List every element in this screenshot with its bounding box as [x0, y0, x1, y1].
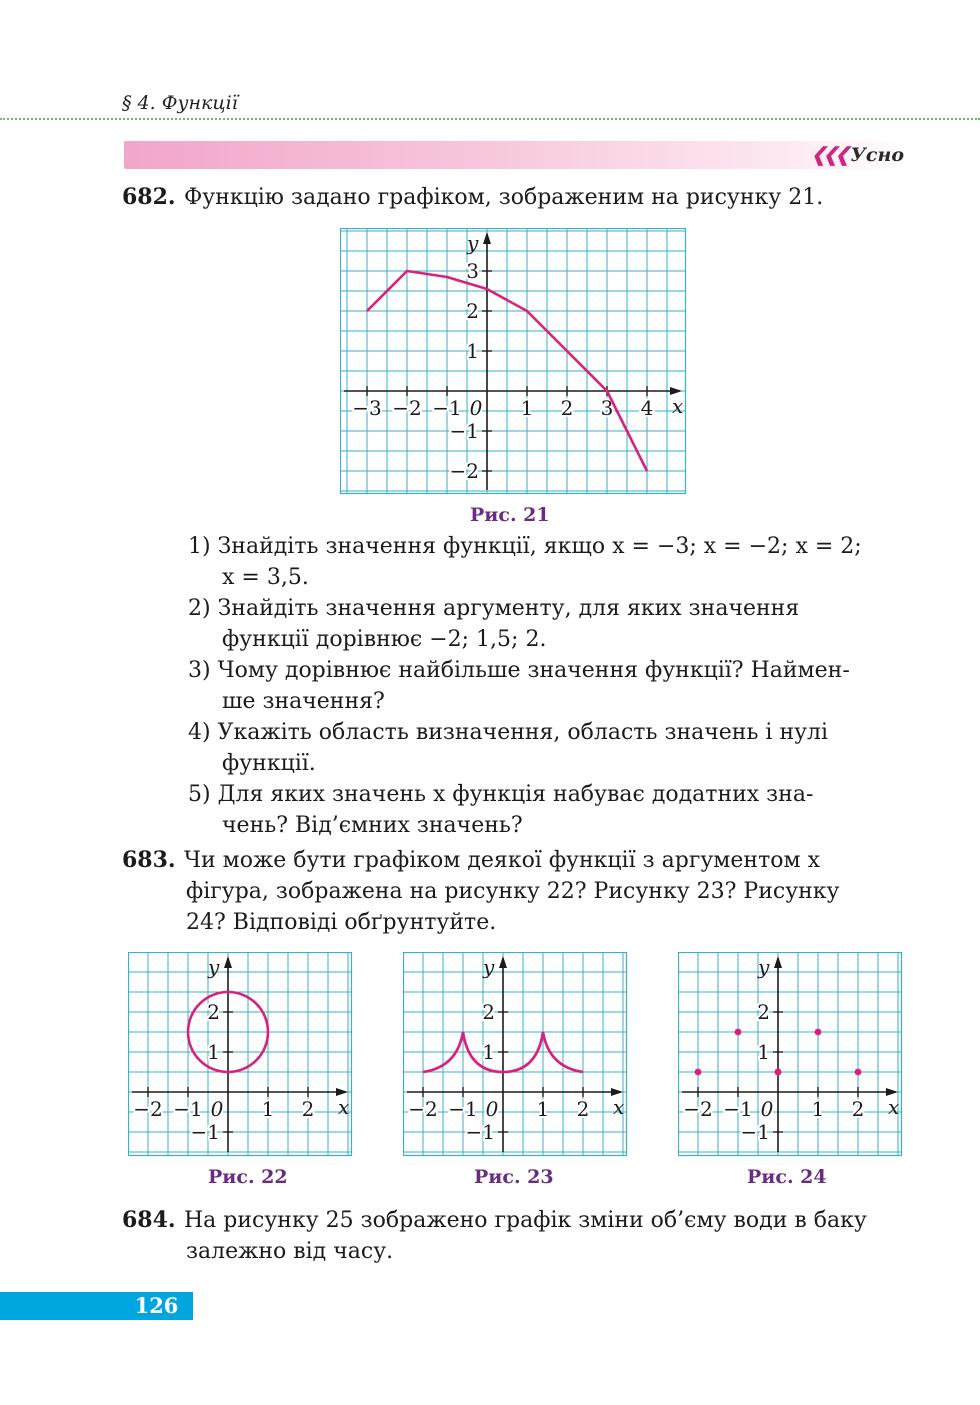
x-tick-label: −2	[392, 396, 422, 420]
task-682	[122, 182, 908, 213]
figure-21-caption: Рис. 21	[470, 504, 550, 526]
x-tick-label: −1	[173, 1097, 203, 1121]
oral-exercise-band	[124, 141, 908, 169]
x-tick-label: −1	[432, 396, 462, 420]
task-number: 683.	[122, 847, 176, 873]
task-684	[122, 1205, 908, 1267]
y-tick-label: −1	[465, 1120, 495, 1144]
y-axis-label: y	[483, 955, 495, 979]
x-tick-label: −2	[408, 1097, 438, 1121]
item-text-continued: x = 3,5.	[222, 565, 309, 590]
x-tick-label: −1	[723, 1097, 753, 1121]
y-tick-label: −1	[190, 1120, 220, 1144]
task-682-items	[188, 531, 908, 841]
y-tick-label: 3	[466, 259, 479, 283]
figure-24-caption: Рис. 24	[747, 1166, 827, 1188]
figure-23-caption: Рис. 23	[474, 1166, 554, 1188]
data-point	[775, 1069, 782, 1076]
y-tick-label: 1	[757, 1040, 770, 1064]
item-number: 4)	[188, 720, 211, 745]
list-item	[188, 531, 908, 593]
x-tick-label: 0	[760, 1097, 774, 1121]
x-tick-label: 0	[485, 1097, 499, 1121]
y-tick-label: −1	[740, 1120, 770, 1144]
y-axis-label: y	[758, 955, 770, 979]
y-tick-label: 2	[482, 1000, 495, 1024]
task-text-continued: фігура, зображена на рисунку 22? Рисунку 23? Рисунку	[186, 879, 840, 904]
grid-frame	[341, 229, 686, 494]
x-tick-label: 2	[560, 396, 574, 420]
task-text: Чи може бути графіком деякої функції з аргументом x	[184, 848, 821, 873]
y-axis-arrow	[774, 956, 782, 968]
y-axis-label: y	[467, 231, 479, 255]
x-tick-label: 1	[261, 1097, 275, 1121]
x-tick-label: 1	[811, 1097, 825, 1121]
section-title: § 4. Функції	[122, 92, 238, 114]
item-number: 3)	[188, 658, 211, 683]
item-text-continued: функції дорівнює −2; 1,5; 2.	[222, 627, 547, 652]
list-item	[188, 655, 908, 717]
x-tick-label: 2	[301, 1097, 315, 1121]
item-number: 2)	[188, 596, 211, 621]
band-label-text: Усно	[850, 144, 904, 166]
item-text-continued: функції.	[222, 751, 316, 776]
grid-frame	[404, 953, 627, 1156]
x-axis-label: x	[613, 1095, 625, 1119]
y-tick-label: −1	[449, 419, 479, 443]
item-text: Для яких значень x функція набуває додатних зна-	[217, 782, 814, 807]
x-axis-label: x	[672, 394, 684, 418]
grid-frame	[129, 953, 352, 1156]
item-text-continued: ше значення?	[222, 689, 385, 714]
x-tick-label: 2	[576, 1097, 590, 1121]
x-tick-label: 0	[210, 1097, 224, 1121]
item-text-continued: чень? Від’ємних значень?	[222, 813, 523, 838]
y-axis-arrow	[499, 956, 507, 968]
data-point	[815, 1029, 822, 1036]
figure-22-graph	[128, 952, 354, 1158]
x-tick-label: 0	[469, 396, 483, 420]
y-tick-label: −2	[449, 459, 479, 483]
item-number: 5)	[188, 782, 211, 807]
item-text: Укажіть область визначення, область значень і нулі	[217, 720, 829, 745]
item-text: Знайдіть значення аргументу, для яких значення	[217, 596, 800, 621]
y-tick-label: 1	[207, 1040, 220, 1064]
x-axis-label: x	[338, 1095, 350, 1119]
task-text: Функцію задано графіком, зображеним на рисунку 21.	[184, 185, 824, 210]
figure-22-caption: Рис. 22	[208, 1166, 288, 1188]
oral-exercise-label	[811, 141, 904, 169]
y-axis-arrow	[224, 956, 232, 968]
header-divider	[0, 118, 980, 120]
chevrons-icon: ❮❮❮	[810, 144, 847, 166]
task-text-continued: 24? Відповіді обґрунтуйте.	[186, 910, 497, 935]
x-tick-label: −1	[448, 1097, 478, 1121]
task-number: 682.	[122, 184, 176, 210]
task-text: На рисунку 25 зображено графік зміни об’єму води в баку	[184, 1208, 867, 1233]
list-item	[188, 593, 908, 655]
data-point	[735, 1029, 742, 1036]
data-point	[855, 1069, 862, 1076]
task-text-continued: залежно від часу.	[186, 1239, 394, 1264]
figure-24-graph	[678, 952, 904, 1158]
list-item	[188, 717, 908, 779]
x-tick-label: −3	[352, 396, 382, 420]
task-683	[122, 845, 908, 938]
y-tick-label: 1	[466, 339, 479, 363]
list-item	[188, 779, 908, 841]
data-point	[695, 1069, 702, 1076]
grid-frame	[679, 953, 902, 1156]
x-axis-label: x	[888, 1095, 900, 1119]
x-tick-label: 3	[600, 396, 614, 420]
y-tick-label: 2	[466, 299, 479, 323]
x-tick-label: −2	[133, 1097, 163, 1121]
y-tick-label: 2	[207, 1000, 220, 1024]
figure-23-graph	[403, 952, 629, 1158]
x-tick-label: 4	[640, 396, 654, 420]
y-axis-label: y	[208, 955, 220, 979]
y-tick-label: 2	[757, 1000, 770, 1024]
y-axis-arrow	[483, 232, 491, 244]
x-tick-label: 1	[536, 1097, 550, 1121]
item-text: Чому дорівнює найбільше значення функції? Наймен-	[217, 658, 850, 683]
item-number: 1)	[188, 534, 211, 559]
x-tick-label: −2	[683, 1097, 713, 1121]
item-text: Знайдіть значення функції, якщо x = −3; x = −2; x = 2;	[217, 534, 862, 559]
page-number: 126	[134, 1293, 179, 1318]
x-tick-label: 2	[851, 1097, 865, 1121]
x-tick-label: 1	[520, 396, 534, 420]
figure-21-graph	[340, 228, 690, 498]
y-tick-label: 1	[482, 1040, 495, 1064]
task-number: 684.	[122, 1207, 176, 1233]
